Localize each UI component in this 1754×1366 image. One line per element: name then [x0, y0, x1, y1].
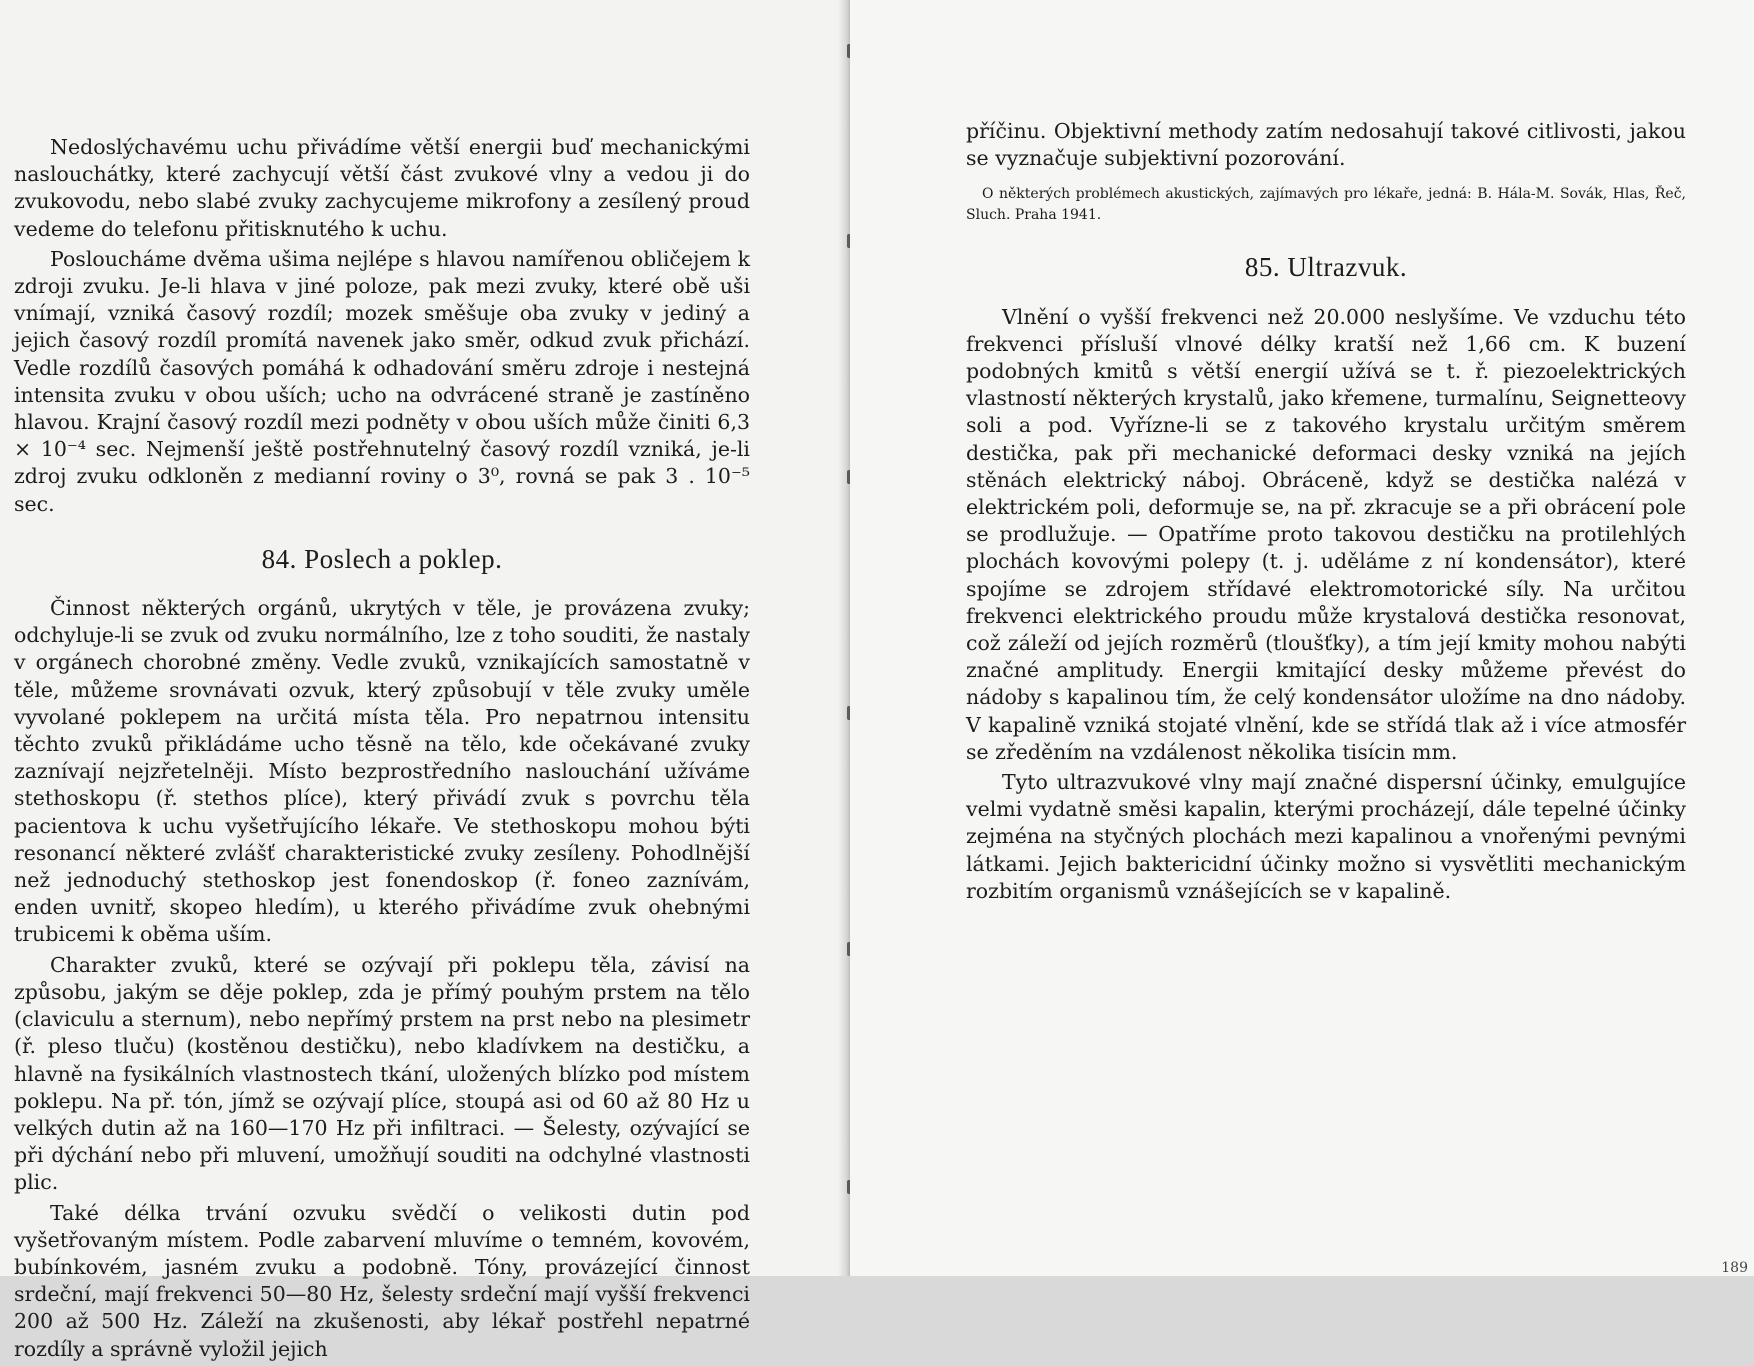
right-page-text	[966, 118, 1686, 908]
paragraph: Činnost některých orgánů, ukrytých v těle, je provázena zvuky; odchyluje-li se zvuk od zvuku normálního, lze z toho souditi, že nastaly v orgánech chorobné změny. Vedle zvuků, vznikajících samostatně v těle, můžeme srovnávati ozvuk, který způsobují v těle zvuky uměle vyvolané poklepem na určitá místa těla. Pro nepatrnou intensitu těchto zvuků přikládáme ucho těsně na tělo, kde očekávané zvuky zaznívají nejzřetelněji. Místo bezprostředního naslouchání užíváme stethoskopu (ř. stethos plíce), který přivádí zvuk s povrchu těla pacientova k uchu vyšetřujícího lékaře. Ve stethoskopu mohou býti resonancí některé zvlášť charakteristické zvuky zesíleny. Pohodlnější než jednoduchý stethoskop jest fonendoskop (ř. foneo zaznívám, enden uvnitř, skopeo hledím), u kterého přivádíme zvuk ohebnými trubicemi k oběma uším.	[14, 596, 750, 947]
section-heading-85: 85. Ultrazvuk.	[1244, 252, 1408, 283]
section-heading-84: 84. Poslech a poklep.	[261, 543, 503, 574]
paragraph: Posloucháme dvěma ušima nejlépe s hlavou namířenou obličejem k zdroji zvuku. Je-li hlava v jiné poloze, pak mezi zvuky, které obě uši vnímají, vzniká časový rozdíl; mozek směšuje oba zvuky v jediný a jejich časový rozdíl promítá navenek jako směr, odkud zvuk přichází. Vedle rozdílů časových pomáhá k odhadování směru zdroje i nestejná intensita zvuku v obou uších; ucho na odvrácené straně je zastíněno hlavou. Krajní časový rozdíl mezi podněty v obou uších může činiti 6,3 × 10⁻⁴ sec. Nejmenší ještě postřehnutelný časový rozdíl vzniká, je-li zdroj zvuku odkloněn z medianní roviny o 3⁰, rovná se pak 3 . 10⁻⁵ sec.	[14, 246, 750, 516]
left-page	[0, 0, 850, 1361]
paragraph: Vlnění o vyšší frekvenci než 20.000 neslyšíme. Ve vzduchu této frekvenci přísluší vlnové délky kratší než 1,66 cm. K buzení podobných kmitů s větší energií užívá se t. ř. piezoelektrických vlastností některých krystalů, jako křemene, turmalínu, Seignetteovy soli a pod. Vyřízne-li se z takového krystalu určitým směrem destička, pak při mechanické deformaci desky vzniká na jejích stěnách elektrický náboj. Obráceně, když se destička nalézá v elektrickém poli, deformuje se, na př. zkracuje se a při obrácení pole se prodlužuje. — Opatříme proto takovou destičku na protilehlých plochách kovovými polepy (t. j. uděláme z ní kondensátor), které spojíme se zdrojem střídavé elektromotorické síly. Na určitou frekvenci elektrického proudu může krystalová destička resonovat, což záleží od jejích rozměrů (tloušťky), a tím její kmity mohou nabýti značné amplitudy. Energii kmitající desky můžeme převést do nádoby s kapalinou tím, že celý kondensátor uložíme na dno nádoby. V kapalině vzniká stojaté vlnění, kde se střídá tlak až i více atmosfér se zředěním na vzdálenost několika tisícin mm.	[966, 304, 1686, 764]
footnote: O některých problémech akustických, zajímavých pro lékaře, jedná: B. Hála-M. Sovák, Hlas, Řeč, Sluch. Praha 1941.	[966, 186, 1686, 224]
paragraph: Tyto ultrazvukové vlny mají značné dispersní účinky, emulgujíce velmi vydatně směsi kapalin, kterými procházejí, dále tepelné účinky zejména na styčných plochách mezi kapalinou a vnořenými pevnými látkami. Jejich baktericidní účinky možno si vysvětliti mechanickým rozbitím organismů vznášejících se v kapalině.	[966, 770, 1686, 903]
page-number: 189	[1721, 1260, 1748, 1276]
paragraph: Charakter zvuků, které se ozývají při poklepu těla, závisí na způsobu, jakým se děje poklep, zda je přímý pouhým prstem na tělo (claviculu a sternum), nebo nepřímý prstem na prst nebo na plesimetr (ř. pleso tluču) (kostěnou destičku), nebo kladívkem na destičku, a hlavně na fysikálních vlastnostech tkání, uložených blízko pod místem poklepu. Na př. tón, jímž se ozývají plíce, stoupá asi od 60 až 80 Hz u velkých dutin až na 160—170 Hz při infiltraci. — Šelesty, ozývající se při dýchání nebo při mluvení, umožňují souditi na odchylné vlastnosti plic.	[14, 952, 750, 1195]
paragraph: Nedoslýchavému uchu přivádíme větší energii buď mechanickými naslouchátky, které zachycují větší část zvukové vlny a vedou ji do zvukovodu, nebo slabé zvuky zachycujeme mikrofony a zesílený proud vedeme do telefonu přitisknutého k uchu.	[14, 135, 750, 241]
paragraph: příčinu. Objektivní methody zatím nedosahují takové citlivosti, jakou se vyznačuje subjektivní pozorování.	[966, 119, 1686, 171]
left-page-text	[14, 134, 750, 1366]
paragraph: Také délka trvání ozvuku svědčí o velikosti dutin pod vyšetřovaným místem. Podle zabarvení mluvíme o temném, kovovém, bubínkovém, jasném zvuku a podobně. Tóny, provázející činnost srdeční, mají frekvenci 50—80 Hz, šelesty srdeční mají vyšší frekvenci 200 až 500 Hz. Záleží na zkušenosti, aby lékař postřehl nepatrné rozdíly a správně vyložil jejich	[14, 1200, 750, 1361]
